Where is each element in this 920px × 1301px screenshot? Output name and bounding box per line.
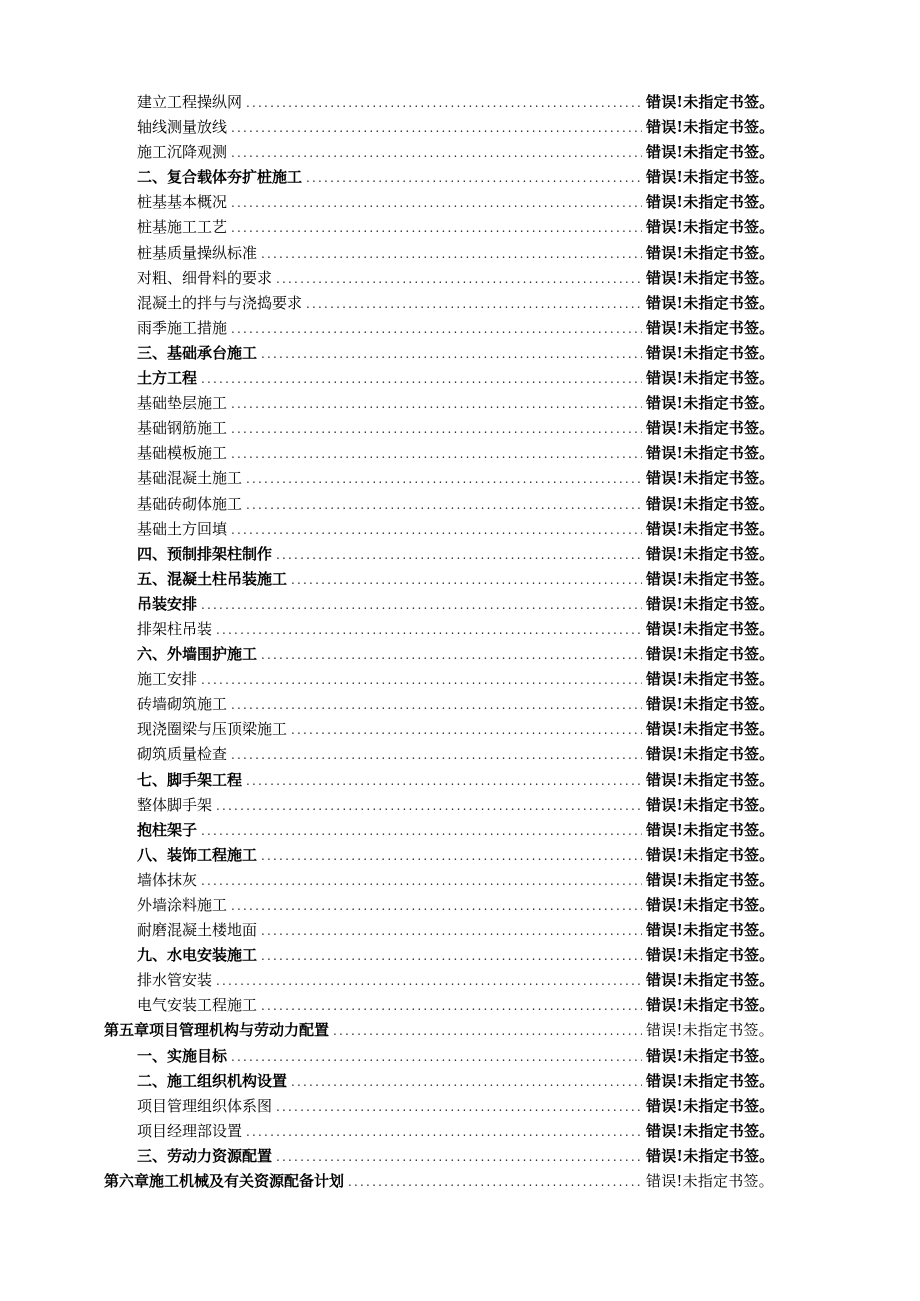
dot-leader xyxy=(231,141,642,166)
dot-leader xyxy=(201,593,642,618)
toc-entry[interactable] xyxy=(0,241,920,266)
toc-entry[interactable] xyxy=(0,968,920,993)
dot-leader xyxy=(276,267,642,292)
toc-entry-title: 五、混凝土柱吊装施工 xyxy=(137,569,288,588)
toc-entry-title: 桩基基本概况 xyxy=(137,193,228,212)
toc-entry-title: 桩基施工工艺 xyxy=(137,218,228,237)
toc-entry-title: 混凝土的拌与与浇捣要求 xyxy=(137,293,303,312)
toc-entry-page-ref: 错误!未指定书签。 xyxy=(646,745,775,764)
dot-leader xyxy=(348,1170,642,1195)
dot-leader xyxy=(201,367,642,392)
toc-entry-page-ref: 错误!未指定书签。 xyxy=(646,1146,775,1165)
toc-entry-title: 基础混凝土施工 xyxy=(137,469,243,488)
toc-entry-title: 抱柱架子 xyxy=(137,820,198,839)
toc-entry[interactable] xyxy=(0,517,920,542)
toc-entry-title: 七、脚手架工程 xyxy=(137,770,243,789)
toc-entry-title: 轴线测量放线 xyxy=(137,118,228,137)
dot-leader xyxy=(231,894,642,919)
toc-entry-page-ref: 错误!未指定书签。 xyxy=(646,820,775,839)
toc-entry-page-ref: 错误!未指定书签。 xyxy=(646,921,775,940)
toc-entry[interactable] xyxy=(0,165,920,190)
dot-leader xyxy=(276,1145,642,1170)
toc-entry-page-ref: 错误!未指定书签。 xyxy=(646,168,775,187)
toc-entry-page-ref: 错误!未指定书签。 xyxy=(646,444,775,463)
toc-entry-title: 建立工程操纵网 xyxy=(137,93,243,111)
toc-entry[interactable] xyxy=(0,391,920,416)
dot-leader xyxy=(231,116,642,141)
toc-entry[interactable] xyxy=(0,215,920,240)
toc-entry-title: 第六章施工机械及有关资源配备计划 xyxy=(104,1172,345,1191)
toc-entry[interactable] xyxy=(0,592,920,617)
toc-entry-page-ref: 错误!未指定书签。 xyxy=(646,494,775,513)
toc-entry-title: 项目管理组织体系图 xyxy=(137,1096,273,1115)
toc-entry-title: 电气安装工程施工 xyxy=(137,996,258,1015)
toc-page xyxy=(0,90,920,1194)
toc-entry-page-ref: 错误!未指定书签。 xyxy=(646,544,775,563)
toc-entry[interactable] xyxy=(0,818,920,843)
dot-leader xyxy=(246,769,642,794)
dot-leader xyxy=(246,1120,642,1145)
toc-entry-page-ref: 错误!未指定书签。 xyxy=(646,619,775,638)
dot-leader xyxy=(216,969,642,994)
toc-entry-page-ref: 错误!未指定书签。 xyxy=(646,193,775,212)
dot-leader xyxy=(231,392,642,417)
toc-entry-title: 整体脚手架 xyxy=(137,795,213,814)
toc-entry[interactable] xyxy=(0,1044,920,1069)
toc-entry[interactable] xyxy=(0,115,920,140)
toc-entry[interactable] xyxy=(0,642,920,667)
toc-entry[interactable] xyxy=(0,868,920,893)
toc-entry[interactable] xyxy=(0,667,920,692)
dot-leader xyxy=(246,467,642,492)
toc-entry-title: 排水管安装 xyxy=(137,971,213,990)
toc-entry-title: 基础砖砌体施工 xyxy=(137,494,243,513)
toc-entry-title: 现浇圈梁与压顶梁施工 xyxy=(137,720,288,739)
toc-entry[interactable] xyxy=(0,918,920,943)
toc-entry[interactable] xyxy=(0,993,920,1018)
toc-entry[interactable] xyxy=(0,416,920,441)
toc-entry-title: 一、实施目标 xyxy=(137,1046,228,1065)
toc-entry-page-ref: 错误!未指定书签。 xyxy=(646,343,775,362)
dot-leader xyxy=(261,643,642,668)
toc-entry[interactable] xyxy=(0,542,920,567)
dot-leader xyxy=(201,869,642,894)
table-of-contents xyxy=(0,90,920,1194)
toc-entry-title: 外墙涂料施工 xyxy=(137,896,228,914)
dot-leader xyxy=(201,668,642,693)
toc-entry[interactable] xyxy=(0,140,920,165)
dot-leader xyxy=(231,743,642,768)
toc-entry-page-ref: 错误!未指定书签。 xyxy=(646,1021,774,1040)
toc-entry-title: 二、施工组织机构设置 xyxy=(137,1071,288,1090)
toc-entry[interactable] xyxy=(0,1169,920,1194)
toc-entry-title: 三、劳动力资源配置 xyxy=(137,1146,273,1165)
toc-entry[interactable] xyxy=(0,692,920,717)
toc-entry-page-ref: 错误!未指定书签。 xyxy=(646,1046,775,1065)
dot-leader xyxy=(291,718,642,743)
dot-leader xyxy=(261,944,642,969)
toc-entry-page-ref: 错误!未指定书签。 xyxy=(646,1172,774,1191)
dot-leader xyxy=(216,618,642,643)
dot-leader xyxy=(201,819,642,844)
toc-entry-title: 基础模板施工 xyxy=(137,444,228,463)
toc-entry[interactable] xyxy=(0,843,920,868)
toc-entry[interactable] xyxy=(0,768,920,793)
toc-entry-page-ref: 错误!未指定书签。 xyxy=(646,695,775,714)
dot-leader xyxy=(276,1095,642,1120)
toc-entry-page-ref: 错误!未指定书签。 xyxy=(646,996,775,1015)
dot-leader xyxy=(261,919,642,944)
toc-entry-page-ref: 错误!未指定书签。 xyxy=(646,1071,775,1090)
toc-entry[interactable] xyxy=(0,567,920,592)
toc-entry-page-ref: 错误!未指定书签。 xyxy=(646,870,775,889)
toc-entry-title: 二、复合载体夯扩桩施工 xyxy=(137,168,303,187)
toc-entry-page-ref: 错误!未指定书签。 xyxy=(646,670,775,689)
toc-entry[interactable] xyxy=(0,943,920,968)
toc-entry[interactable] xyxy=(0,793,920,818)
toc-entry[interactable] xyxy=(0,466,920,491)
toc-entry[interactable] xyxy=(0,492,920,517)
toc-entry-title: 项目经理部设置 xyxy=(137,1121,243,1140)
toc-entry-page-ref: 错误!未指定书签。 xyxy=(646,394,775,413)
dot-leader xyxy=(216,794,642,819)
toc-entry-title: 四、预制排架柱制作 xyxy=(137,544,273,563)
toc-entry-title: 砖墙砌筑施工 xyxy=(137,695,228,714)
toc-entry-page-ref: 错误!未指定书签。 xyxy=(646,1121,775,1140)
dot-leader xyxy=(231,442,642,467)
dot-leader xyxy=(231,417,642,442)
toc-entry-page-ref: 错误!未指定书签。 xyxy=(646,143,775,162)
toc-entry-page-ref: 错误!未指定书签。 xyxy=(646,93,775,111)
toc-entry[interactable] xyxy=(0,893,920,918)
toc-entry-page-ref: 错误!未指定书签。 xyxy=(646,770,775,789)
toc-entry-title: 桩基质量操纵标准 xyxy=(137,243,258,262)
dot-leader xyxy=(261,342,642,367)
dot-leader xyxy=(291,1070,642,1095)
toc-entry-page-ref: 错误!未指定书签。 xyxy=(646,369,775,388)
dot-leader xyxy=(246,91,642,116)
toc-entry-page-ref: 错误!未指定书签。 xyxy=(646,469,775,488)
dot-leader xyxy=(276,543,642,568)
toc-entry-title: 排架柱吊装 xyxy=(137,619,213,638)
dot-leader xyxy=(231,693,642,718)
toc-entry[interactable] xyxy=(0,1069,920,1094)
toc-entry-title: 对粗、细骨料的要求 xyxy=(137,268,273,287)
toc-entry[interactable] xyxy=(0,366,920,391)
toc-entry[interactable] xyxy=(0,1119,920,1144)
toc-entry[interactable] xyxy=(0,1144,920,1169)
toc-entry-page-ref: 错误!未指定书签。 xyxy=(646,519,775,538)
toc-entry-page-ref: 错误!未指定书签。 xyxy=(646,946,775,965)
toc-entry-page-ref: 错误!未指定书签。 xyxy=(646,243,775,262)
dot-leader xyxy=(291,568,642,593)
dot-leader xyxy=(231,191,642,216)
toc-entry-page-ref: 错误!未指定书签。 xyxy=(646,896,775,914)
toc-entry-page-ref: 错误!未指定书签。 xyxy=(646,720,775,739)
toc-entry-title: 吊装安排 xyxy=(137,594,198,613)
toc-entry-title: 砌筑质量检查 xyxy=(137,745,228,764)
toc-entry[interactable] xyxy=(0,617,920,642)
toc-entry[interactable] xyxy=(0,1094,920,1119)
toc-entry-title: 基础钢筋施工 xyxy=(137,419,228,438)
toc-entry-page-ref: 错误!未指定书签。 xyxy=(646,218,775,237)
toc-entry[interactable] xyxy=(0,1018,920,1043)
toc-entry-title: 基础垫层施工 xyxy=(137,394,228,413)
toc-entry[interactable] xyxy=(0,291,920,316)
toc-entry[interactable] xyxy=(0,316,920,341)
dot-leader xyxy=(261,242,642,267)
toc-entry-title: 六、外墙围护施工 xyxy=(137,645,258,664)
toc-entry-title: 第五章项目管理机构与劳动力配置 xyxy=(104,1021,330,1040)
toc-entry-title: 耐磨混凝土楼地面 xyxy=(137,921,258,940)
toc-entry-page-ref: 错误!未指定书签。 xyxy=(646,419,775,438)
toc-entry[interactable] xyxy=(0,742,920,767)
toc-entry-title: 土方工程 xyxy=(137,369,198,388)
toc-entry[interactable] xyxy=(0,190,920,215)
toc-entry-title: 施工沉降观测 xyxy=(137,143,228,162)
toc-entry-title: 雨季施工措施 xyxy=(137,318,228,337)
toc-entry-title: 八、装饰工程施工 xyxy=(137,845,258,864)
toc-entry-page-ref: 错误!未指定书签。 xyxy=(646,645,775,664)
toc-entry[interactable] xyxy=(0,341,920,366)
dot-leader xyxy=(333,1019,642,1044)
toc-entry-page-ref: 错误!未指定书签。 xyxy=(646,1096,775,1115)
toc-entry-title: 施工安排 xyxy=(137,670,198,689)
toc-entry-page-ref: 错误!未指定书签。 xyxy=(646,845,775,864)
toc-entry-title: 九、水电安装施工 xyxy=(137,946,258,965)
toc-entry-title: 墙体抹灰 xyxy=(137,870,198,889)
dot-leader xyxy=(306,166,642,191)
dot-leader xyxy=(231,216,642,241)
toc-entry[interactable] xyxy=(0,441,920,466)
toc-entry[interactable] xyxy=(0,90,920,115)
toc-entry-page-ref: 错误!未指定书签。 xyxy=(646,594,775,613)
toc-entry[interactable] xyxy=(0,266,920,291)
dot-leader xyxy=(231,317,642,342)
dot-leader xyxy=(261,844,642,869)
toc-entry-page-ref: 错误!未指定书签。 xyxy=(646,795,775,814)
toc-entry-title: 三、基础承台施工 xyxy=(137,343,258,362)
dot-leader xyxy=(246,493,642,518)
dot-leader xyxy=(231,1045,642,1070)
toc-entry-page-ref: 错误!未指定书签。 xyxy=(646,971,775,990)
dot-leader xyxy=(306,292,642,317)
dot-leader xyxy=(231,518,642,543)
toc-entry-page-ref: 错误!未指定书签。 xyxy=(646,569,775,588)
toc-entry[interactable] xyxy=(0,717,920,742)
toc-entry-page-ref: 错误!未指定书签。 xyxy=(646,293,775,312)
dot-leader xyxy=(261,994,642,1019)
toc-entry-title: 基础土方回填 xyxy=(137,519,228,538)
toc-entry-page-ref: 错误!未指定书签。 xyxy=(646,268,775,287)
toc-entry-page-ref: 错误!未指定书签。 xyxy=(646,118,775,137)
toc-entry-page-ref: 错误!未指定书签。 xyxy=(646,318,775,337)
